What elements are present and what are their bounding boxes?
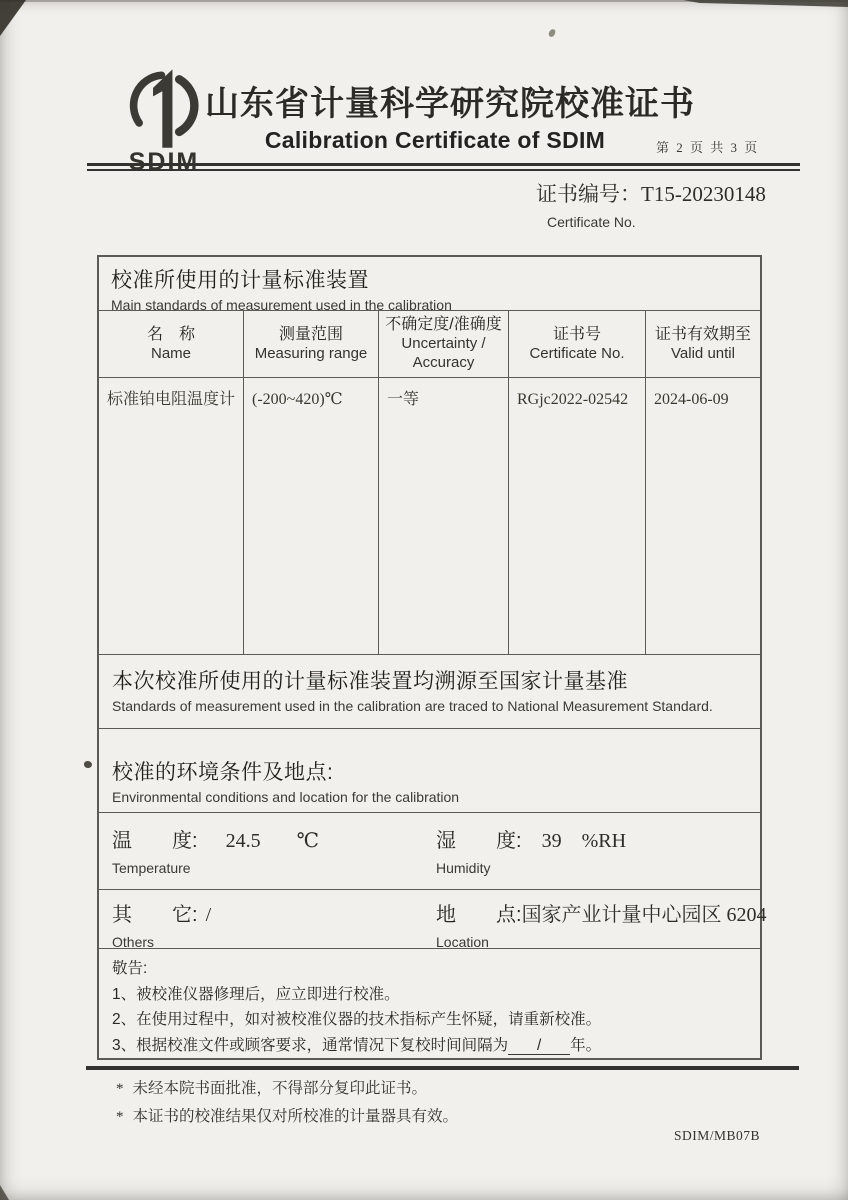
temperature-value: 24.5 xyxy=(225,830,261,852)
col-header-valid-cn: 证书有效期至 xyxy=(654,325,751,343)
others-field xyxy=(112,898,436,948)
notice-item-1: 1、被校准仪器修理后，应立即进行校准。 xyxy=(112,985,400,1003)
notice-item-2: 2、在使用过程中，如对被校准仪器的技术指标产生怀疑，请重新校准。 xyxy=(112,1011,602,1028)
footer-note-2-text: 本证书的校准结果仅对所校准的计量器具有效。 xyxy=(132,1108,459,1125)
table-cell-name: 标准铂电阻温度计 xyxy=(99,378,244,654)
temperature-field xyxy=(112,824,436,889)
col-header-uncertainty-en: Uncertainty / Accuracy xyxy=(401,335,486,371)
form-code: SDIM/MB07B xyxy=(674,1128,761,1143)
footer-note-1 xyxy=(116,1075,458,1103)
scan-speck xyxy=(84,761,92,768)
sdim-logo xyxy=(112,66,216,177)
humidity-label: 湿 度: xyxy=(436,830,522,852)
footer-note-1-text: 未经本院书面批准，不得部分复印此证书。 xyxy=(132,1080,428,1097)
humidity-unit: %RH xyxy=(581,830,627,852)
footer-note-2 xyxy=(116,1103,458,1131)
page-title: 山东省计量科学研究院校准证书 xyxy=(205,86,695,123)
temperature-label: 温 度: xyxy=(112,830,198,852)
certificate-number xyxy=(536,178,766,208)
humidity-field xyxy=(436,824,760,889)
standards-table xyxy=(99,311,760,655)
location-value: 国家产业计量中心园区 6204 xyxy=(521,904,767,926)
notice-item-3-blank: / xyxy=(508,1038,570,1055)
traceability-cn: 本次校准所使用的计量标准装置均溯源至国家计量基准 xyxy=(112,670,628,693)
others-value: / xyxy=(205,904,212,926)
col-header-uncertainty-cn: 不确定度/准确度 xyxy=(385,316,502,334)
temperature-unit: ℃ xyxy=(296,830,319,852)
logo-text: SDIM xyxy=(128,148,200,176)
standards-section-title xyxy=(99,257,760,311)
scan-edge-artifact xyxy=(683,0,848,7)
temperature-sublabel: Temperature xyxy=(112,860,191,876)
traceability-section xyxy=(99,655,760,729)
col-header-certno xyxy=(509,311,646,378)
standards-title-en: Main standards of measurement used in the calibration xyxy=(111,297,452,313)
table-cell-grade: 一等 xyxy=(379,378,509,654)
asterisk-bullet: * xyxy=(116,1109,124,1125)
location-field xyxy=(436,898,767,950)
table-cell-valid: 2024-06-09 xyxy=(654,391,729,408)
others-sublabel: Others xyxy=(112,934,155,950)
scan-corner-artifact xyxy=(0,0,26,36)
page-number: 第 2 页 共 3 页 xyxy=(656,140,760,155)
footer-divider xyxy=(86,1066,799,1070)
notice-item-3-prefix: 3、根据校准文件或顾客要求，通常情况下复校时间间隔为 xyxy=(112,1036,509,1054)
traceability-en: Standards of measurement used in the calibration are traced to National Measurement Standard. xyxy=(112,698,713,714)
col-header-valid-en: Valid until xyxy=(671,344,735,362)
col-header-valid xyxy=(646,311,760,378)
col-header-certno-en: Certificate No. xyxy=(529,344,625,362)
others-label: 其 它: xyxy=(112,904,198,926)
col-header-certno-cn: 证书号 xyxy=(552,325,601,343)
notice-title: 敬告: xyxy=(112,960,148,977)
location-label: 地 点: xyxy=(436,904,522,926)
scan-corner-artifact xyxy=(0,1185,9,1200)
col-header-range-en: Measuring range xyxy=(254,344,368,362)
notice-item-3 xyxy=(112,1033,747,1059)
standards-title-cn: 校准所使用的计量标准装置 xyxy=(111,269,369,292)
environment-title-en: Environmental conditions and location for the calibration xyxy=(112,789,460,805)
footer-notes xyxy=(116,1075,458,1131)
certificate-number-sublabel: Certificate No. xyxy=(547,214,636,230)
environment-values-row xyxy=(99,813,760,890)
environment-title-cn: 校准的环境条件及地点: xyxy=(112,761,334,784)
col-header-name-cn: 名 称 xyxy=(146,325,195,343)
asterisk-bullet: * xyxy=(116,1081,124,1097)
col-header-uncertainty xyxy=(379,311,509,378)
humidity-sublabel: Humidity xyxy=(436,860,491,876)
humidity-value: 39 xyxy=(541,830,562,852)
table-cell-range: (-200~420)℃ xyxy=(244,378,379,654)
certificate-body xyxy=(97,255,767,1060)
header-divider xyxy=(87,163,800,171)
table-cell-certno: RGjc2022-02542 xyxy=(509,378,646,654)
sdim-logo-icon xyxy=(120,66,208,152)
certificate-number-label: 证书编号： xyxy=(536,182,641,206)
col-header-name-en: Name xyxy=(150,344,191,362)
others-location-row xyxy=(99,890,767,950)
notice-section xyxy=(99,949,760,1058)
col-header-range-cn: 测量范围 xyxy=(278,325,343,343)
notice-item-3-suffix: 年。 xyxy=(570,1036,602,1054)
certificate-number-value: T15-20230148 xyxy=(641,182,766,206)
location-sublabel: Location xyxy=(436,934,489,950)
environment-section-title xyxy=(99,729,760,813)
page-subtitle: Calibration Certificate of SDIM xyxy=(264,127,606,153)
scan-speck xyxy=(548,28,556,37)
col-header-range xyxy=(244,311,379,378)
col-header-name xyxy=(99,311,244,378)
